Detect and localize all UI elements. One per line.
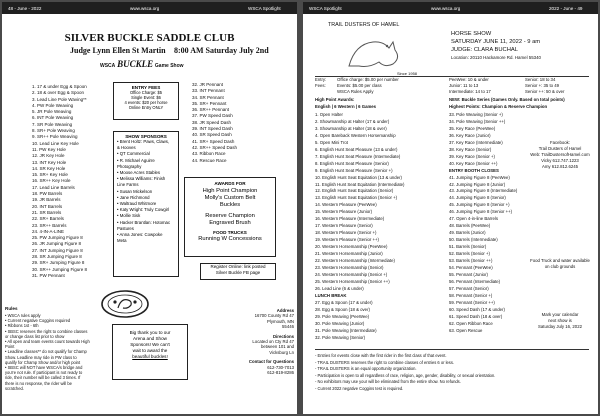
class-item: 45. Jumping Figure 8 (Senior +) [449,202,510,208]
directions-line: between 101 and [261,344,294,350]
address-title: Address [276,308,294,313]
class-item: 9. SR++ Pole Weaving [32,134,78,140]
class-item: 32. JR Pennant [192,82,224,87]
awards-right-sub: Highest Points: Champion & Reserve Champion [449,104,548,109]
note-line: Vicky 612.747.1223 [541,158,579,163]
awards-right-title: NEW: Buckle Series (Games Only. Based on total points) [449,97,565,102]
class-item: 59. Pennant (Senior ++) [449,299,495,305]
awards-title: AWARDS FOR [214,181,246,186]
class-item: 27. INT Jumping Figure 8 [32,247,83,253]
class-item: 42. Jumping Figure 8 (Junior) [449,181,506,187]
class-item: 43. Ribbon Race [192,151,226,157]
class-item: 32. Pole Weaving (Senior) [315,334,366,340]
class-item: 42. SR++ Speed Dash [192,144,238,150]
rule-item: Point [5,344,15,350]
class-item: 39. INT Speed Dash [192,126,233,132]
class-item: ENTRY BOOTH CLOSES [449,167,499,173]
food-truck-note [523,258,597,270]
high-point-line: High Point Champion [202,188,258,194]
sponsor-item: • Moose Acres Stables [117,170,161,176]
note-line: Facebook: [549,140,571,145]
sponsor-item: • Jane Richmond [117,194,150,200]
class-item: 16. SR++ Key Hole [32,178,71,184]
directions-lines [198,339,294,355]
rule-item: • WSCA rules apply [5,313,41,318]
sponsor-item: • Melissa Williams: Finish [117,176,166,182]
awards-box [184,177,276,257]
promo-text [113,330,187,360]
class-item: 21. SR Barrels [32,209,62,215]
class-item: 20. Western Horsemanship (PeeWee) [315,244,388,250]
promo-line: Sponsors! We can't [130,342,170,347]
horse-show-date: SATURDAY JUNE 11, 2022 - 9 am [451,39,541,45]
show-sponsors-box [113,131,179,277]
class-item: 36. Key Race (Junior) [449,132,491,138]
rules-list [5,313,90,391]
entry-fees-lines [114,90,178,110]
class-item: 25. Western Horsemanship (Senior ++) [315,278,390,284]
class-item: 6. English Hunt Seat Pleasure (13 & under) [315,146,398,152]
class-item: 31. PW Pennant [32,272,65,278]
sponsor-item: • Brent Holtz: Paws, Claws, [117,139,170,144]
show-name-buckle: BUCKLE [117,59,154,69]
class-item: 35. Key Race (PeeWee) [449,125,496,131]
class-item: 39. Key Race (Senior +) [449,153,495,159]
rule-item: • SBSC will NOT have WSCA/s bridge and [5,365,83,371]
class-item: 6. INT Pole Weaving [32,115,74,121]
fees-cell-text: WSCA Rules Apply [337,89,374,94]
club-name: TRAIL DUSTERS OF HAMEL [328,22,400,28]
facebook-contact-note [525,140,595,170]
rule-item: • Current negative Coggins required [5,318,71,324]
magazine-title: WSCA Spotlight [248,6,281,11]
sponsor-item: Pastures [117,225,134,231]
sponsor-item: Photography [117,163,142,169]
footer-line: - Current 2022 negative Coggins test is required. [315,385,404,391]
fees-cell-label: Fees: [315,83,326,88]
fees-cell-col2: Intermediate: 14 to 17 [449,89,491,94]
entry-fee-line: Online Entry ONLY [128,105,164,110]
fees-cell-text: Office charge: $5.00 per number [337,77,399,82]
class-item: 58. Pennant (Senior +) [449,292,493,298]
class-item: 34. Pole Weaving (Senior ++) [449,118,506,124]
sponsor-item: • Waltraud Whitmore [117,201,157,207]
sponsor-item: • Mollie Sisk [117,213,141,219]
footer-divider [315,349,589,350]
class-item: 48. Barrels (PeeWee) [449,223,491,229]
class-item: 31. Pole Weaving (Intermediate) [315,327,377,333]
class-item: 40. Key Race (Senior ++) [449,160,498,166]
class-item: LUNCH BREAK [315,292,347,298]
rule-item: there is no response, the rider will be [5,380,72,386]
class-item: 22. Western Horsemanship (Intermediate) [315,258,395,264]
fees-cell-col3: Senior +: 35 to 49 [525,83,560,88]
class-item: 55. Pennant (Junior) [449,271,488,277]
class-item: 13. English Hunt Seat Equitation (Senior +) [315,195,398,201]
class-item: 2. 18 & over Egg & Spoon [32,90,85,96]
class-item: 8. SR+ Pole Weaving [32,128,75,134]
class-item: 36. SR++ Pennant [192,107,230,113]
sponsors-title: SHOW SPONSORS [125,134,167,139]
rule-item: you're not rule. If participant is not ready to [5,370,83,376]
rule-item: Show. Leadline may ride in PW class to [5,354,77,360]
promo-line: Arena and Show [133,336,167,341]
class-item: 12. JR Key Hole [32,153,65,159]
class-item: 37. Key Race (Intermediate) [449,139,503,145]
class-item: 47. Open 4-in-line Barrels [449,216,498,222]
entry-fee-line: Office Charge: $5 [129,90,162,95]
class-item: 46. Jumping Figure 8 (Senior ++) [449,209,513,215]
rule-item: ride, their number will be called 3 times. If [5,375,81,381]
class-item: 35. SR+ Pennant [192,100,227,106]
awards-left-sub: English | 6 Western | 6 Games [315,104,377,109]
class-item: 12. English Hunt Seat Equitation (Senior) [315,188,394,194]
class-item: 19. JR Barrels [32,197,61,203]
sponsors-list [114,139,178,244]
rule-item: qualify for Champ Show and/or high point [5,359,81,365]
note-line: on club grounds [544,264,576,269]
fees-cell-col3: Senior: 18 to 34 [525,77,556,82]
rule-item: • All open and team events count towards High [5,339,90,345]
since-text: Since 1958 [397,71,418,76]
fees-cell-label: Entry: [315,77,327,82]
rule-item: scratched. [5,385,24,391]
high-point-line: Molly's Custom Belt [204,195,256,202]
class-item: 8. English Hunt Seat Pleasure (Senior) [315,160,389,166]
class-item: 29. Pole Weaving (PeeWee) [315,313,370,319]
right-header-bar [303,2,598,14]
class-list-right [449,112,517,335]
class-item: 13. INT Key Hole [32,159,67,165]
class-item: 19. Western Pleasure (Senior ++) [315,237,379,243]
register-line: Silver Buckle FB page [215,270,261,275]
class-item: 26. JR Jumping Figure 8 [32,241,82,247]
horse-show-title: HORSE SHOW [451,31,492,37]
rule-item: • SBSC reserves the right to combine classes [5,328,88,334]
class-list-left [32,84,87,279]
class-item: 24. 4-IN-A-LINE [32,228,65,234]
reserve-line: Reserve Champion [205,212,255,219]
class-item: 61. Speed Dash (18 & over) [449,313,503,319]
directions-line: Located on Cty Rd 47 [252,339,294,345]
class-item: 15. SR+ Key Hole [32,172,68,178]
class-item: 7. English Hunt Seat Pleasure (Intermediate) [315,153,401,159]
rules-title: Rules [5,306,18,311]
class-item: 17. Western Pleasure (Senior) [315,223,373,229]
show-name [100,59,184,69]
class-item: 14. SR Key Hole [32,165,66,171]
contact-line: 612-819-8286 [267,370,294,376]
class-item: 3. Lead Line Pole Waving** [32,96,87,102]
judge-line: Judge Lynn Ellen St Martin [70,46,166,55]
next-show-note [525,312,595,330]
class-item: 15. Western Pleasure (Junior) [315,209,372,215]
left-page [2,2,297,414]
entry-fee-line: Single Event: $6 [131,95,161,100]
magazine-title: WSCA Spotlight [309,6,342,11]
address-line: Plymouth, MN [267,318,294,324]
fees-row [315,89,593,95]
fees-cell-col3: Senior ++: 50 & over [525,89,565,94]
sponsor-item: • Katy Wright: Truly Cowgirl [117,207,170,213]
class-item: 4. Open Bareback Western Horsemanship [315,132,396,138]
class-item: 33. INT Pennant [192,88,225,94]
footer-line: - No exhibitors may use your will be eliminated from the entire show. No refunds. [315,379,461,385]
fees-table [315,77,593,95]
register-online-box [200,263,276,280]
class-item: 29. SR+ Jumping Figure 8 [32,260,85,266]
footer-line: - TRAIL DUSTERS is an equal opportunity organization. [315,366,417,372]
class-item: 25. PW Jumping Figure 8 [32,235,83,241]
contact-column [198,308,294,375]
class-item: 37. PW Speed Dash [192,113,233,119]
class-item: 1. Open Halter [315,112,343,117]
note-line: Amy 612.812.6245 [541,164,579,169]
class-item: 28. Egg & Spoon (18 & over) [315,306,370,312]
class-list-left [315,112,405,341]
class-item: 23. Western Horsemanship (Senior) [315,264,384,270]
footer-line: - Participation is open to all regardless of race, religion, age, gender, disability, or sexual orientation. [315,372,496,378]
rule-item: • Leadline classes** do not qualify for Champ [5,349,87,355]
show-name-suffix: Game Show [154,63,184,69]
class-item: 52. Barrels (Senior +) [449,251,490,257]
class-item: 38. JR Speed Dash [192,119,232,125]
class-item: 51. Barrels (Senior) [449,244,487,250]
site-url: www.wsca.org [130,6,160,11]
note-line: Web: TrailDustersofHamel.com [530,152,590,157]
class-item: 53. Barrels (Senior ++) [449,258,493,264]
promo-line: wait to award the [132,348,168,353]
class-list-right [192,82,237,164]
class-item: 40. SR Speed Dash [192,132,232,138]
class-item: 7. SR Pole Weaving [32,121,73,127]
class-item: 17. Lead Line Barrels [32,184,75,190]
horse-show-judge: JUDGE: CLARA BUCHAL [451,47,519,53]
high-point-line: Buckles [219,202,241,209]
contact-lines [198,365,294,376]
page-number: 2022 - June - 49 [549,6,583,11]
sponsor-item: & Hooves [117,145,136,151]
fees-cell-text: Events: $5.00 per class [337,83,382,88]
class-item: 10. Lead Line Key Hole [32,140,79,146]
sponsor-item: Meta [117,238,127,244]
class-item: 63. Open Rescue [449,327,483,333]
class-item: 60. Speed Dash (17 & under) [449,306,505,312]
class-item: 49. Barrels (Junior) [449,230,486,236]
class-item: 11. English Hunt Seat Equitation (Intermediate) [315,181,405,187]
promo-line: beautiful buckles! [132,354,168,359]
contact-line: 612-730-7013 [267,364,294,370]
class-item: 11. PW Key Hole [32,146,66,152]
register-line: Register Online: link posted [210,264,266,269]
food-trucks-title: FOOD TRUCKS [213,230,247,236]
note-line: Food Truck and water available [530,258,590,263]
class-item: 23. SR++ Barrels [32,222,67,228]
class-item: 56. Pennant (Intermediate) [449,278,501,284]
fees-cell-col2: Junior: 11 to 13 [449,83,479,88]
promo-box [112,324,188,380]
fees-cell-col2: PeeWee: 10 & under [449,77,489,82]
contact-title: Contact for Questions [248,359,294,365]
reserve-line: Engraved Brush [209,219,251,226]
class-item: 9. English Hunt Seat Pleasure (Senior +) [315,167,393,173]
class-item: 10. English Hunt Seat Equitation (13 & under) [315,174,402,180]
class-item: 5. JR Pole Weaving [32,109,72,115]
class-item: 62. Open Ribbon Race [449,320,493,326]
directions-line: Vicksburg Ln [269,349,294,355]
class-item: 44. Rescue Race [192,157,227,163]
class-item: 44. Jumping Figure 8 (Senior) [449,195,506,201]
rule-item: • Ribbons 1st - 6th [5,323,39,329]
horse-show-info [451,30,541,62]
left-header-bar [2,2,297,14]
address-line: 16700 County Rd 47 [254,313,294,319]
reserve-award [185,213,275,227]
class-item: 24. Western Horsemanship (Senior +) [315,271,388,277]
directions-title: Directions [272,333,294,339]
note-line: next show is [548,318,572,323]
class-item: 16. Western Pleasure (Intermediate) [315,216,385,222]
class-item: 20. INT Barrels [32,203,63,209]
site-url: www.wsca.org [431,6,461,11]
class-item: 1. 17 & under Egg & Spoon [32,84,87,89]
show-name-prefix: WSCA [100,63,116,69]
class-item: 57. Pennant (Senior) [449,285,489,291]
class-item: 18. PW Barrels [32,191,63,197]
rule-item: or change class list prior to show [5,333,65,339]
food-trucks-text: Running W Concessions [198,236,262,243]
class-item: 4. PW Pole Weaving [32,102,74,108]
class-item: 41. SR+ Speed Dash [192,138,235,144]
class-item: 33. Pole Weaving (Senior +) [449,112,503,117]
class-item: 30. SR++ Jumping Figure 8 [32,266,88,272]
club-title: SILVER BUCKLE SADDLE CLUB [64,32,235,44]
class-item: 18. Western Pleasure (Senior +) [315,230,377,236]
high-point-award [185,188,275,210]
class-item: 3. Showmanship at Halter (18 & over) [315,125,387,131]
sponsor-item: • R. Michael Aguirre [117,157,155,163]
page-number: 48 - June - 2022 [8,6,42,11]
class-item: 28. SR Jumping Figure 8 [32,254,82,260]
entry-fees-box [113,82,179,120]
class-item: 30. Pole Weaving (Junior) [315,320,365,326]
note-line: Mark your calendar [541,312,579,317]
entry-fee-line: 4 events: $20 per horse [124,100,168,105]
horse-emblem [341,32,409,74]
footer-line: - Entries for events close with the first rider in the first class of that event. [315,353,447,358]
class-item: 22. SR+ Barrels [32,216,64,222]
horse-show-location: Location: 20110 Hackamore Rd. Hamel 55340 [451,55,541,60]
footer-line: - TRAIL DUSTERS reserves the right to combine classes of entries 6 or less. [315,359,455,365]
entry-fees-title: ENTRY FEES [131,85,161,90]
sponsor-item: Line Farms [117,182,139,188]
time-line: 8:00 AM Saturday July 2nd [174,46,269,55]
class-item: 38. Key Race (Senior) [449,146,492,152]
class-item: 14. Western Pleasure (PeeWee) [315,202,377,208]
sponsor-item: • Susan Mickelson [117,188,153,194]
sponsor-item: • QT Commercial [117,151,150,157]
footer-notes [315,353,495,393]
class-item: 54. Pennant (PeeWee) [449,264,493,270]
address-line: 55446 [282,324,294,330]
right-page [303,2,598,414]
class-item: 26. Lead Line (6 & under) [315,285,364,291]
class-item: 2. Showmanship at Halter (17 & under) [315,118,390,124]
awards-left-title: High Point Awards: [315,97,355,102]
class-item: 21. Western Horsemanship (Junior) [315,251,383,257]
note-line: Saturday July 16, 2022 [538,324,582,329]
note-line: Trail Dusters of Hamel [538,146,582,151]
class-item: 34. SR Pennant [192,94,224,100]
class-item: 41. Jumping Figure 8 (PeeWee) [449,174,510,180]
class-item: 27. Egg & Spoon (17 & under) [315,299,373,305]
sponsor-item: • Anna Jones: Cowpoke [117,232,163,238]
address-lines [198,313,294,329]
class-item: 43. Jumping Figure 8 (Intermediate) [449,188,518,194]
promo-line: Big thank you to our [129,330,171,335]
silver-buckle-logo [100,289,150,319]
class-item: 5. Open Mini Trot [315,139,348,145]
class-item: 50. Barrels (Intermediate) [449,237,498,243]
sponsor-item: • Hacker Brantlan: Hotomac [117,219,171,225]
